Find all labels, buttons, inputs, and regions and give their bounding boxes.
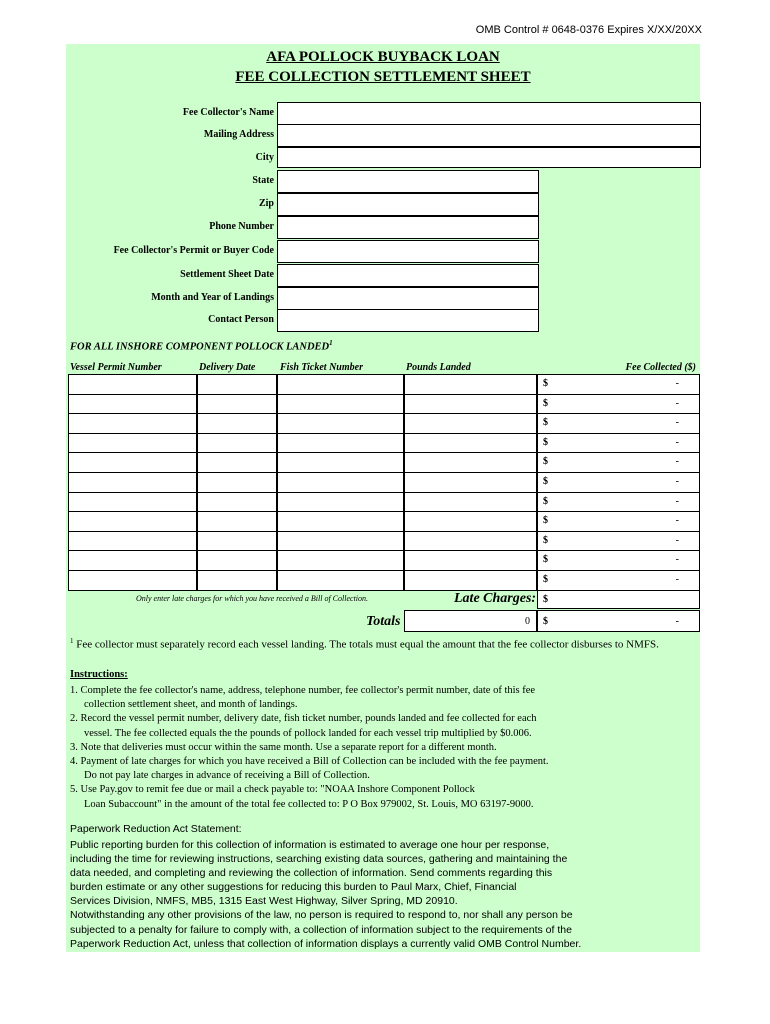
fish-ticket-cell[interactable] [277, 394, 404, 414]
delivery-date-cell[interactable] [197, 452, 277, 473]
currency-symbol: $ [543, 437, 548, 448]
fish-ticket-cell[interactable] [277, 374, 404, 395]
fee-collected-cell[interactable] [537, 394, 700, 414]
currency-symbol: $ [543, 456, 548, 467]
field-label: State [252, 175, 274, 186]
late-charges-note: Only enter late charges for which you have received a Bill of Collection. [136, 594, 369, 603]
instruction-line: collection settlement sheet, and month of landings. [84, 699, 298, 711]
pounds-landed-cell[interactable] [404, 413, 537, 434]
col-pounds-landed: Pounds Landed [406, 362, 471, 373]
currency-symbol: $ [543, 554, 548, 565]
pra-line: subjected to a penalty for failure to comply with, a collection of information subject to the requirements of the [70, 923, 572, 936]
footnote: $^1$ Fee collector must separately record each vessel landing. The totals must equal the amount that the fee collector disburses to NMFS. [70, 637, 659, 651]
vessel-permit-cell[interactable] [68, 413, 197, 434]
vessel-permit-cell[interactable] [68, 511, 197, 532]
field-label: Zip [258, 198, 274, 209]
currency-symbol: $ [543, 496, 548, 507]
field-label: Contact Person [208, 314, 274, 325]
pra-line: Paperwork Reduction Act, unless that collection of information displays a currently valid OMB Control Number. [70, 937, 582, 950]
pra-line: Notwithstanding any other provisions of the law, no person is required to respond to, nor shall any person be [70, 909, 573, 922]
instruction-line: 1. Complete the fee collector's name, address, telephone number, fee collector's permit number, date of this fee [70, 685, 536, 696]
currency-symbol: $ [543, 616, 548, 627]
settlement-sheet [66, 44, 700, 952]
col-fee-collected: Fee Collected ($) [625, 362, 696, 373]
pra-line: Services Division, NMFS, MB5, 1315 East West Highway, Silver Spring, MD 20910. [70, 895, 458, 908]
delivery-date-cell[interactable] [197, 492, 277, 512]
fee-value: - [675, 574, 679, 585]
col-vessel-permit: Vessel Permit Number [70, 362, 162, 373]
currency-symbol: $ [543, 378, 548, 389]
fee-collected-cell[interactable] [537, 531, 700, 551]
fee-value: - [675, 417, 679, 428]
instruction-line: vessel. The fee collected equals the the pounds of pollock landed for each vessel trip multiplied by $0.006. [84, 727, 532, 739]
pounds-landed-cell[interactable] [404, 394, 537, 414]
pounds-landed-cell[interactable] [404, 374, 537, 395]
vessel-permit-cell[interactable] [68, 531, 197, 551]
pounds-landed-cell[interactable] [404, 452, 537, 473]
instruction-line: 2. Record the vessel permit number, delivery date, fish ticket number, pounds landed and fee collected for each [70, 713, 537, 725]
fish-ticket-cell[interactable] [277, 531, 404, 551]
field-label: City [255, 152, 274, 163]
pra-line: including the time for reviewing instructions, searching existing data sources, gathering and maintaining the [70, 853, 568, 866]
instruction-line: Loan Subaccount" in the amount of the total fee collected to: P O Box 979002, St. Louis, MO 63197-9000. [84, 798, 534, 810]
instructions-title: Instructions: [70, 669, 128, 680]
field-label: Settlement Sheet Date [180, 269, 274, 280]
vessel-permit-cell[interactable] [68, 492, 197, 512]
fee-value: - [675, 535, 679, 546]
field-input[interactable] [277, 170, 539, 193]
delivery-date-cell[interactable] [197, 511, 277, 532]
delivery-date-cell[interactable] [197, 550, 277, 571]
form-title: AFA POLLOCK BUYBACK LOAN [266, 49, 500, 65]
field-label: Fee Collector's Name [182, 107, 274, 118]
currency-symbol: $ [543, 574, 548, 585]
delivery-date-cell[interactable] [197, 531, 277, 551]
vessel-permit-cell[interactable] [68, 374, 197, 395]
fish-ticket-cell[interactable] [277, 511, 404, 532]
fee-value: - [675, 378, 679, 389]
delivery-date-cell[interactable] [197, 413, 277, 434]
fee-value: - [675, 496, 679, 507]
instruction-line: 4. Payment of late charges for which you have received a Bill of Collection can be included with the fee payment. [70, 756, 549, 768]
late-charges-label: Late Charges: [454, 591, 537, 606]
currency-symbol: $ [543, 594, 548, 605]
instruction-line: 5. Use Pay.gov to remit fee due or mail a check payable to: "NOAA Inshore Component Pollock [70, 784, 475, 796]
fish-ticket-cell[interactable] [277, 413, 404, 434]
fee-collected-cell[interactable] [537, 452, 700, 473]
pounds-landed-cell[interactable] [404, 550, 537, 571]
instruction-line: Do not pay late charges in advance of receiving a Bill of Collection. [84, 770, 370, 782]
currency-symbol: $ [543, 417, 548, 428]
fee-collected-cell[interactable] [537, 570, 700, 591]
field-label: Month and Year of Landings [151, 292, 274, 303]
vessel-permit-cell[interactable] [68, 570, 197, 591]
fee-value: - [675, 437, 679, 448]
fee-collected-cell[interactable] [537, 492, 700, 512]
delivery-date-cell[interactable] [197, 570, 277, 591]
currency-symbol: $ [543, 398, 548, 409]
currency-symbol: $ [543, 535, 548, 546]
pounds-landed-cell[interactable] [404, 492, 537, 512]
field-input[interactable] [277, 309, 539, 332]
pra-line: Public reporting burden for this collection of information is estimated to average one hour per response, [70, 839, 550, 851]
vessel-permit-cell[interactable] [68, 433, 197, 453]
late-charges-field[interactable] [537, 590, 700, 609]
omb-control-number: OMB Control # 0648-0376 Expires X/XX/20XX [475, 24, 702, 36]
form-subtitle: FEE COLLECTION SETTLEMENT SHEET [235, 69, 531, 85]
pounds-landed-cell[interactable] [404, 433, 537, 453]
totals-fee-field [537, 610, 700, 632]
field-input[interactable] [277, 147, 701, 168]
fee-value: - [675, 554, 679, 565]
instruction-line: 3. Note that deliveries must occur within the same month. Use a separate report for a different month. [70, 741, 497, 753]
fee-collected-cell[interactable] [537, 511, 700, 532]
fee-collected-cell[interactable] [537, 413, 700, 434]
delivery-date-cell[interactable] [197, 374, 277, 395]
fish-ticket-cell[interactable] [277, 452, 404, 473]
field-input[interactable] [277, 287, 539, 310]
fish-ticket-cell[interactable] [277, 433, 404, 453]
currency-symbol: $ [543, 515, 548, 526]
field-label: Fee Collector's Permit or Buyer Code [113, 245, 274, 256]
fish-ticket-cell[interactable] [277, 472, 404, 493]
totals-fee-value: - [675, 616, 679, 627]
vessel-permit-cell[interactable] [68, 472, 197, 493]
field-input[interactable] [277, 102, 701, 125]
fee-collected-cell[interactable] [537, 472, 700, 493]
field-input[interactable] [277, 193, 539, 216]
fee-value: - [675, 515, 679, 526]
fish-ticket-cell[interactable] [277, 570, 404, 591]
col-fish-ticket: Fish Ticket Number [280, 362, 363, 373]
totals-label: Totals [366, 614, 401, 629]
fee-value: - [675, 398, 679, 409]
pra-line: data needed, and completing and reviewing the collection of information. Send comments regarding this [70, 867, 553, 880]
fee-collected-cell[interactable] [537, 550, 700, 571]
section-title: FOR ALL INSHORE COMPONENT POLLOCK LANDED$^1$ [70, 339, 333, 353]
delivery-date-cell[interactable] [197, 433, 277, 453]
field-label: Mailing Address [203, 129, 274, 140]
fee-value: - [675, 476, 679, 487]
vessel-permit-cell[interactable] [68, 452, 197, 473]
pra-line: burden estimate or any other suggestions for reducing this burden to Paul Marx, Chief, Financial [70, 881, 517, 894]
fee-collected-cell[interactable] [537, 374, 700, 395]
vessel-permit-cell[interactable] [68, 550, 197, 571]
pra-statement [70, 838, 698, 951]
field-input[interactable] [277, 124, 701, 147]
field-label: Phone Number [209, 221, 274, 232]
pounds-landed-cell[interactable] [404, 472, 537, 493]
pounds-landed-cell[interactable] [404, 531, 537, 551]
totals-pounds-field [404, 610, 537, 632]
fee-collected-cell[interactable] [537, 433, 700, 453]
pounds-landed-cell[interactable] [404, 570, 537, 591]
fish-ticket-cell[interactable] [277, 550, 404, 571]
vessel-permit-cell[interactable] [68, 394, 197, 414]
pra-title: Paperwork Reduction Act Statement: [70, 823, 242, 835]
totals-pounds-value: 0 [525, 616, 530, 627]
fish-ticket-cell[interactable] [277, 492, 404, 512]
currency-symbol: $ [543, 476, 548, 487]
field-input[interactable] [277, 264, 539, 287]
pounds-landed-cell[interactable] [404, 511, 537, 532]
delivery-date-cell[interactable] [197, 394, 277, 414]
field-input[interactable] [277, 216, 539, 239]
col-delivery-date: Delivery Date [199, 362, 256, 373]
fee-value: - [675, 456, 679, 467]
field-input[interactable] [277, 240, 539, 263]
instructions-list [70, 684, 696, 812]
delivery-date-cell[interactable] [197, 472, 277, 493]
